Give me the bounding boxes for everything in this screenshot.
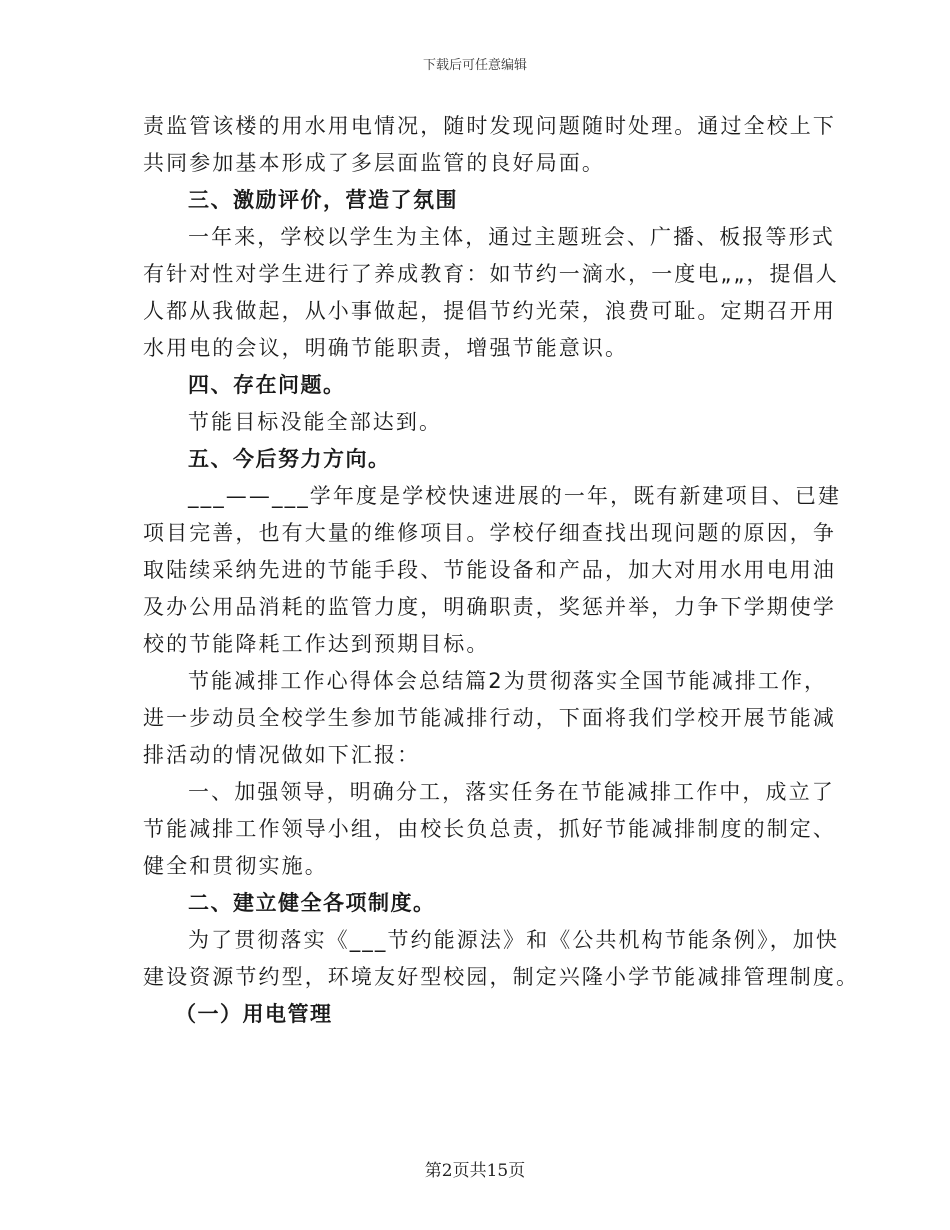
section-heading: 三、激励评价，营造了氛围 xyxy=(188,188,458,212)
body-line: 建设资源节约型，环境友好型校园，制定兴隆小学节能减排管理制度。 xyxy=(143,965,860,989)
body-line: 项目完善，也有大量的维修项目。学校仔细查找出现问题的原因，争 xyxy=(143,521,836,545)
body-line: 责监管该楼的用水用电情况，随时发现问题随时处理。通过全校上下 xyxy=(143,114,836,138)
body-line: 一年来，学校以学生为主体，通过主题班会、广播、板报等形式 xyxy=(188,225,835,249)
body-line: ___——___学年度是学校快速进展的一年，既有新建项目、已建 xyxy=(188,484,842,508)
section-heading: 四、存在问题。 xyxy=(188,373,346,397)
document-body xyxy=(143,108,860,1033)
body-line: 人都从我做起，从小事做起，提倡节约光荣，浪费可耻。定期召开用 xyxy=(143,299,836,323)
body-line: 节能减排工作领导小组，由校长负总责，抓好节能减排制度的制定、 xyxy=(143,817,836,841)
body-line: 为了贯彻落实《___节约能源法》和《公共机构节能条例》，加快 xyxy=(188,928,839,952)
body-line: 有针对性对学生进行了养成教育：如节约一滴水，一度电„„，提倡人 xyxy=(143,262,839,286)
body-line: 取陆续采纳先进的节能手段、节能设备和产品，加大对用水用电用油 xyxy=(143,558,836,582)
section-heading: 五、今后努力方向。 xyxy=(188,447,391,471)
page-number-footer: 第2页共15页 xyxy=(424,1161,526,1181)
body-line: 节能目标没能全部达到。 xyxy=(188,410,443,434)
body-line: 共同参加基本形成了多层面监管的良好局面。 xyxy=(143,151,605,175)
section-heading: 二、建立健全各项制度。 xyxy=(188,891,436,915)
page-header: 下载后可任意编辑 xyxy=(422,58,527,73)
body-line: 健全和贯彻实施。 xyxy=(143,854,328,878)
body-line: 一、加强领导，明确分工，落实任务在节能减排工作中，成立了 xyxy=(188,780,835,804)
body-line: 校的节能降耗工作达到预期目标。 xyxy=(143,632,490,656)
body-line: 及办公用品消耗的监管力度，明确职责，奖惩并举，力争下学期使学 xyxy=(143,595,836,619)
body-line: 排活动的情况做如下汇报： xyxy=(143,743,421,767)
body-line: 进一步动员全校学生参加节能减排行动，下面将我们学校开展节能减 xyxy=(143,706,836,730)
subsection-heading: （一）用电管理 xyxy=(175,1002,333,1026)
body-line: 水用电的会议，明确节能职责，增强节能意识。 xyxy=(143,336,629,360)
body-line: 节能减排工作心得体会总结篇2为贯彻落实全国节能减排工作， xyxy=(188,669,828,693)
